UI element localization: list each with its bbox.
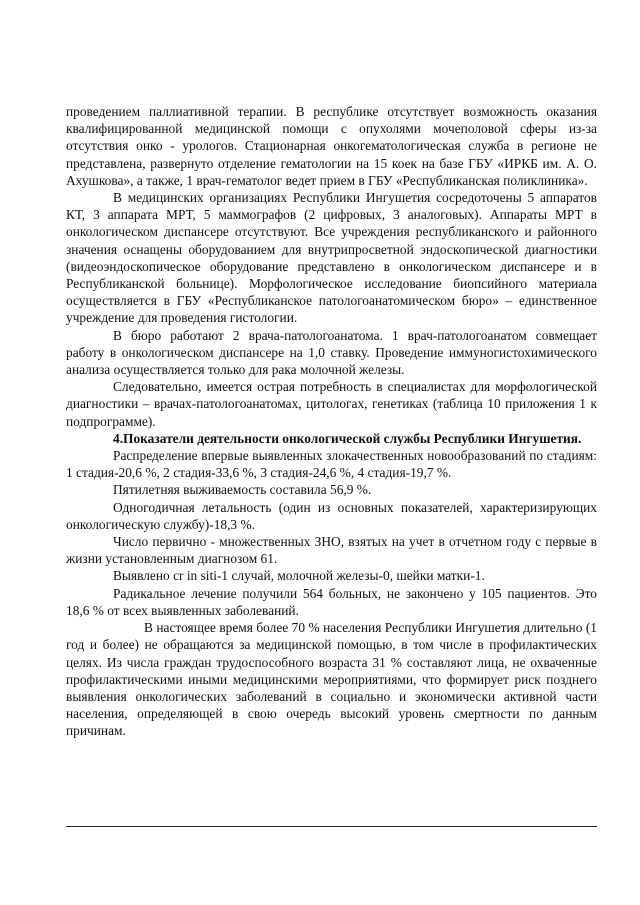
paragraph-cr-in-situ: Выявлено cr in siti-1 случай, молочной железы-0, шейки матки-1. bbox=[113, 568, 485, 584]
paragraph-palliative-continuation: проведением паллиативной терапии. В республике отсутствует возможность оказания квалифицированной медицинской помощи с опухолями мочеполовой сферы из-за отсутствия онко - урологов. Стационарная онкогематологическая служба в регионе не представлена, развернуто отделение гематологии на 15 коек на базе ГБУ «ИРКБ им. А. О. Ахушкова», а также, 1 врач-гематолог ведет прием в ГБУ «Республиканская поликлиника». bbox=[66, 104, 597, 188]
paragraph-specialist-need: Следовательно, имеется острая потребность в специалистах для морфологической диагностики – врачах-патологоанатомах, цитологах, генетиках (таблица 10 приложения 1 к подпрограмме). bbox=[66, 379, 597, 429]
paragraph-pathology-bureau: В бюро работают 2 врача-патологоанатома. 1 врач-патологоанатом совмещает работу в онкологическом диспансере на 1,0 ставку. Проведение иммуногистохимического анализа осуществляется только для рака молочной железы. bbox=[66, 327, 597, 378]
paragraph-five-year-survival: Пятилетняя выживаемость составила 56,9 %. bbox=[113, 482, 372, 498]
footer-divider bbox=[66, 826, 597, 827]
paragraph-stage-distribution: Распределение впервые выявленных злокачественных новообразований по стадиям: 1 стадия-20,6 %, 2 стадия-33,6 %, 3 стадия-24,6 %, 4 стадия-19,7 %. bbox=[66, 448, 597, 481]
paragraph-one-year-mortality: Одногодичная летальность (один из основных показателей, характеризирующих онкологическую службу)-18,3 %. bbox=[66, 499, 597, 532]
document-page bbox=[66, 103, 597, 740]
section-heading-indicators: 4.Показатели деятельности онкологической службы Республики Ингушетия. bbox=[113, 430, 582, 446]
paragraph-population-outreach: В настоящее время более 70 % населения Республики Ингушетия длительно (1 год и более) не обращаются за медицинской помощью, в том числе в профилактических целях. Из числа граждан трудоспособного возраста 31 % составляют лица, не охваченные профилактическими иными медицинскими мероприятиями, что формирует риск позднего выявления онкологических заболеваний в социально и экономически активной части населения, определяющей в свою очередь высокий уровень смертности по данным причинам. bbox=[66, 620, 597, 739]
paragraph-equipment: В медицинских организациях Республики Ингушетия сосредоточены 5 аппаратов КТ, 3 аппарата МРТ, 5 маммографов (2 цифровых, 3 аналоговых). Аппараты МРТ в онкологическом диспансере отсутствуют. Все учреждения республиканского и районного значения оснащены оборудованием для внутрипросветной эндоскопической диагностики (видеоэндоскопическое оборудование представлено в онкологическом диспансере и в Республиканской больнице). Морфологическое исследование биопсийного материала осуществляется в ГБУ «Республиканское патологоанатомическом бюро» – единственное учреждение для проведения гистологии. bbox=[66, 190, 597, 326]
paragraph-multiple-tumors: Число первично - множественных ЗНО, взятых на учет в отчетном году с первые в жизни установленным диагнозом 61. bbox=[66, 534, 597, 567]
paragraph-radical-treatment: Радикальное лечение получили 564 больных, не закончено у 105 пациентов. Это 18,6 % от всех выявленных заболеваний. bbox=[66, 585, 597, 618]
